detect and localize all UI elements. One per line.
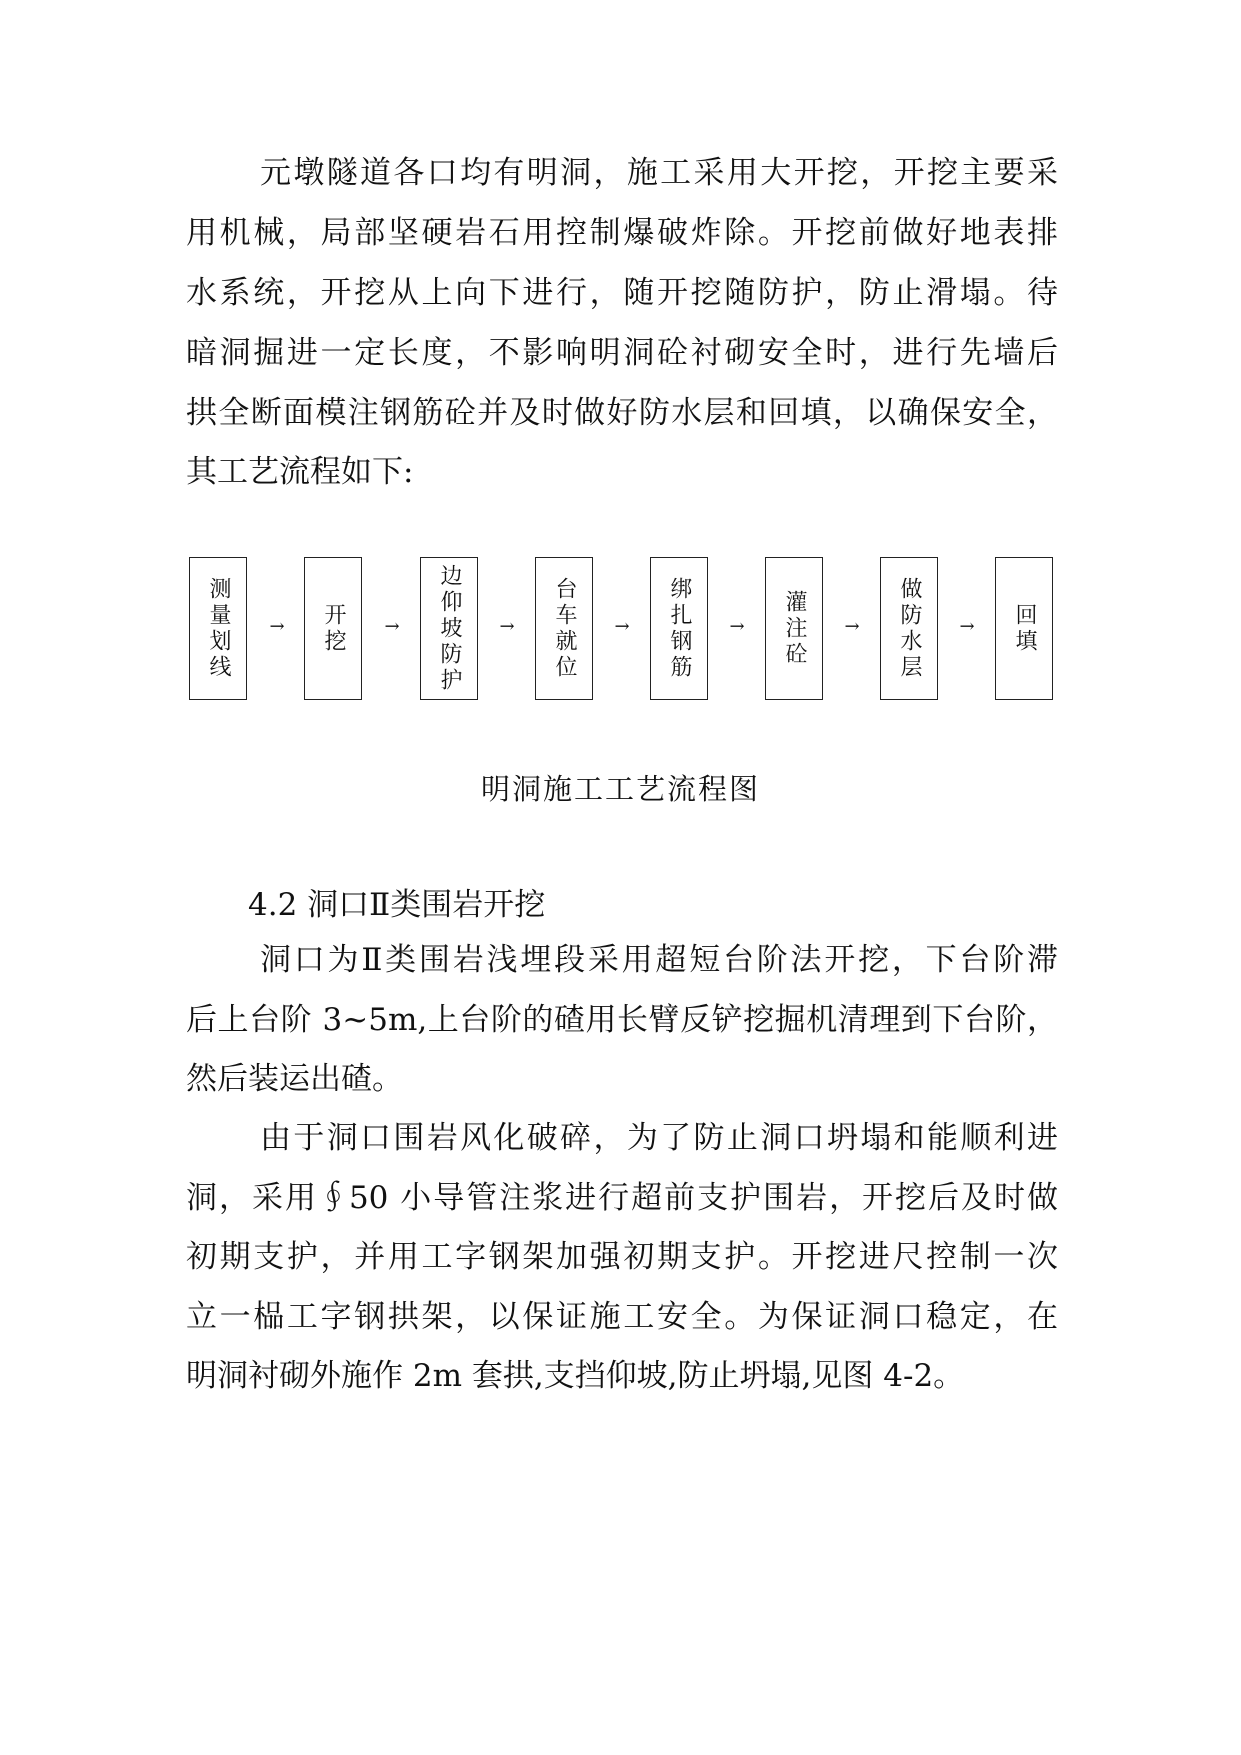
flow-step — [995, 557, 1053, 700]
flow-step-label: 开挖 — [321, 602, 346, 655]
flow-step — [650, 557, 708, 700]
flow-step — [189, 557, 247, 700]
flow-step-label: 台车就位 — [552, 576, 577, 681]
flow-step — [535, 557, 593, 700]
flow-step-label: 做防水层 — [897, 576, 922, 681]
flow-step — [420, 557, 478, 700]
intro-line: 暗洞掘进一定长度，不影响明洞砼衬砌安全时，进行先墙后 — [186, 335, 1058, 371]
flow-arrow: → — [384, 616, 400, 637]
intro-line: 水系统，开挖从上向下进行，随开挖随防护，防止滑塌。待 — [186, 275, 1058, 311]
flow-step-label: 绑扎钢筋 — [667, 576, 692, 681]
section-line: 由于洞口围岩风化破碎，为了防止洞口坍塌和能顺利进 — [260, 1120, 1058, 1156]
section-heading: 4.2 洞口Ⅱ类围岩开挖 — [248, 887, 546, 923]
flow-step — [765, 557, 823, 700]
section-line: 立一榀工字钢拱架，以保证施工安全。为保证洞口稳定，在 — [186, 1299, 1058, 1335]
intro-line: 拱全断面模注钢筋砼并及时做好防水层和回填，以确保安全， — [186, 395, 1058, 431]
flow-arrow: → — [729, 616, 745, 637]
flow-step-label: 边仰坡防护 — [437, 563, 462, 694]
intro-line: 元墩隧道各口均有明洞，施工采用大开挖，开挖主要采 — [260, 155, 1058, 191]
flow-arrow: → — [844, 616, 860, 637]
flow-arrow: → — [499, 616, 515, 637]
flow-step — [880, 557, 938, 700]
section-line: 明洞衬砌外施作 2m 套拱,支挡仰坡,防止坍塌,见图 4-2。 — [186, 1358, 965, 1394]
intro-line: 其工艺流程如下: — [186, 454, 414, 490]
flow-arrow: → — [614, 616, 630, 637]
flowchart-caption: 明洞施工工艺流程图 — [480, 772, 760, 806]
section-line: 初期支护，并用工字钢架加强初期支护。开挖进尺控制一次 — [186, 1239, 1058, 1275]
flow-step-label: 灌注砼 — [782, 589, 807, 668]
flow-arrow: → — [959, 616, 975, 637]
section-line: 后上台阶 3~5m,上台阶的碴用长臂反铲挖掘机清理到下台阶， — [186, 1002, 1058, 1038]
section-line: 洞口为Ⅱ类围岩浅埋段采用超短台阶法开挖，下台阶滞 — [260, 942, 1058, 978]
intro-line: 用机械，局部坚硬岩石用控制爆破炸除。开挖前做好地表排 — [186, 215, 1058, 251]
flow-step-label: 测量划线 — [206, 576, 231, 681]
flow-step-label: 回填 — [1012, 602, 1037, 655]
section-line: 然后装运出碴。 — [186, 1061, 403, 1097]
flow-arrow: → — [269, 616, 285, 637]
section-line: 洞，采用∮50 小导管注浆进行超前支护围岩，开挖后及时做 — [186, 1180, 1058, 1216]
flow-step — [304, 557, 362, 700]
